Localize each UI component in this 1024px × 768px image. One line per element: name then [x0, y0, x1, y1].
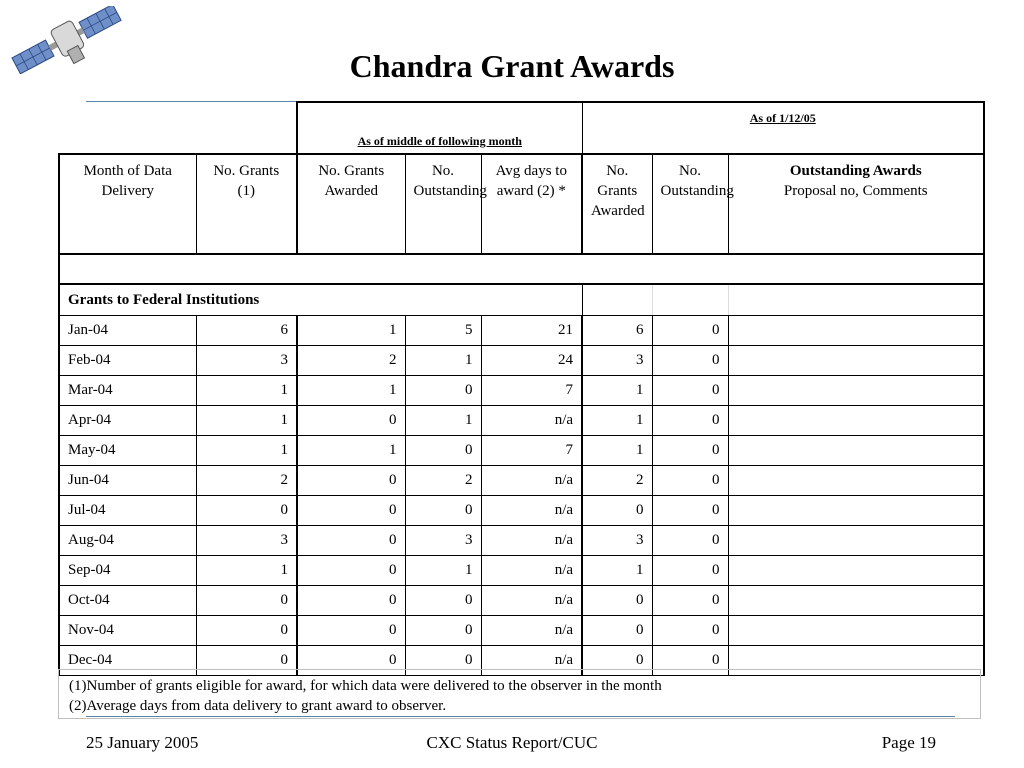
- cell-comments: [728, 586, 984, 616]
- cell-outstanding: 0: [405, 586, 481, 616]
- cell-month: Dec-04: [59, 646, 196, 676]
- cell-awarded: 1: [297, 436, 405, 466]
- cell-month: Jan-04: [59, 316, 196, 346]
- section-blank: [582, 284, 652, 316]
- cell-awarded: 2: [297, 346, 405, 376]
- footer-rule: [86, 716, 955, 717]
- cell-avg: n/a: [481, 586, 582, 616]
- footnote-2: (2)Average days from data delivery to grant award to observer.: [69, 698, 447, 714]
- cell-awarded2: 1: [582, 406, 652, 436]
- cell-grants: 0: [196, 616, 297, 646]
- cell-awarded: 0: [297, 556, 405, 586]
- cell-comments: [728, 466, 984, 496]
- cell-month: Jun-04: [59, 466, 196, 496]
- cell-outstanding: 0: [405, 496, 481, 526]
- table-row: [59, 496, 984, 526]
- footer-date: 25 January 2005: [86, 733, 199, 752]
- cell-month: Feb-04: [59, 346, 196, 376]
- cell-comments: [728, 436, 984, 466]
- col-outstanding2: No. Outstanding: [652, 154, 728, 254]
- footnotes: [58, 669, 981, 719]
- cell-outstanding2: 0: [652, 556, 728, 586]
- cell-comments: [728, 406, 984, 436]
- cell-awarded2: 3: [582, 526, 652, 556]
- cell-month: Mar-04: [59, 376, 196, 406]
- cell-grants: 3: [196, 346, 297, 376]
- cell-outstanding: 0: [405, 646, 481, 676]
- cell-outstanding2: 0: [652, 436, 728, 466]
- cell-awarded: 0: [297, 616, 405, 646]
- cell-month: May-04: [59, 436, 196, 466]
- cell-grants: 6: [196, 316, 297, 346]
- cell-avg: n/a: [481, 556, 582, 586]
- cell-comments: [728, 346, 984, 376]
- cell-awarded: 0: [297, 646, 405, 676]
- col-awarded2: No. Grants Awarded: [582, 154, 652, 254]
- section-blank: [728, 284, 984, 316]
- cell-outstanding2: 0: [652, 586, 728, 616]
- cell-awarded: 0: [297, 586, 405, 616]
- cell-outstanding: 0: [405, 376, 481, 406]
- cell-awarded2: 0: [582, 496, 652, 526]
- cell-awarded: 1: [297, 316, 405, 346]
- cell-grants: 2: [196, 466, 297, 496]
- cell-awarded2: 0: [582, 616, 652, 646]
- cell-comments: [728, 376, 984, 406]
- cell-outstanding: 1: [405, 406, 481, 436]
- cell-grants: 0: [196, 586, 297, 616]
- col-grants: No. Grants (1): [196, 154, 297, 254]
- cell-grants: 1: [196, 406, 297, 436]
- cell-awarded2: 1: [582, 556, 652, 586]
- table-row: [59, 556, 984, 586]
- table-row: [59, 406, 984, 436]
- footer-title: CXC Status Report/CUC: [426, 733, 598, 752]
- col-outstanding: No. Outstanding: [405, 154, 481, 254]
- group-header-middle: As of middle of following month: [297, 102, 582, 154]
- cell-avg: n/a: [481, 496, 582, 526]
- table-row: [59, 616, 984, 646]
- cell-outstanding: 1: [405, 556, 481, 586]
- cell-awarded2: 3: [582, 346, 652, 376]
- table-row: [59, 436, 984, 466]
- table-row: [59, 466, 984, 496]
- cell-outstanding: 2: [405, 466, 481, 496]
- cell-comments: [728, 496, 984, 526]
- cell-awarded2: 6: [582, 316, 652, 346]
- section-blank: [652, 284, 728, 316]
- cell-outstanding: 0: [405, 616, 481, 646]
- cell-grants: 3: [196, 526, 297, 556]
- cell-awarded: 0: [297, 496, 405, 526]
- cell-avg: n/a: [481, 526, 582, 556]
- cell-avg: 7: [481, 376, 582, 406]
- footnote-1: (1)Number of grants eligible for award, for which data were delivered to the observer in the month: [69, 678, 662, 694]
- cell-awarded2: 0: [582, 586, 652, 616]
- column-header-row: [59, 154, 984, 254]
- cell-outstanding: 5: [405, 316, 481, 346]
- cell-grants: 1: [196, 556, 297, 586]
- cell-month: Jul-04: [59, 496, 196, 526]
- cell-awarded2: 1: [582, 376, 652, 406]
- col-outstanding-awards: [728, 154, 984, 254]
- table-body: [59, 316, 984, 676]
- cell-outstanding: 1: [405, 346, 481, 376]
- footer-page-number: Page 19: [881, 733, 936, 752]
- cell-comments: [728, 316, 984, 346]
- page-title: Chandra Grant Awards: [349, 48, 675, 84]
- cell-outstanding2: 0: [652, 406, 728, 436]
- table-row: [59, 586, 984, 616]
- cell-outstanding2: 0: [652, 496, 728, 526]
- cell-awarded: 1: [297, 376, 405, 406]
- table-row: [59, 316, 984, 346]
- cell-outstanding: 3: [405, 526, 481, 556]
- section-label: Grants to Federal Institutions: [59, 284, 582, 316]
- cell-avg: 24: [481, 346, 582, 376]
- cell-awarded2: 1: [582, 436, 652, 466]
- col-awarded: No. Grants Awarded: [297, 154, 405, 254]
- section-row: [59, 284, 984, 316]
- cell-month: Oct-04: [59, 586, 196, 616]
- cell-grants: 1: [196, 436, 297, 466]
- cell-comments: [728, 556, 984, 586]
- cell-awarded2: 2: [582, 466, 652, 496]
- cell-month: Nov-04: [59, 616, 196, 646]
- cell-avg: n/a: [481, 406, 582, 436]
- cell-outstanding2: 0: [652, 466, 728, 496]
- cell-avg: n/a: [481, 466, 582, 496]
- group-header-blank: [59, 102, 297, 154]
- cell-outstanding2: 0: [652, 616, 728, 646]
- col-month: Month of Data Delivery: [59, 154, 196, 254]
- cell-outstanding: 0: [405, 436, 481, 466]
- group-header-current: As of 1/12/05: [582, 102, 984, 154]
- table-row: [59, 346, 984, 376]
- cell-grants: 1: [196, 376, 297, 406]
- cell-grants: 0: [196, 646, 297, 676]
- col-avg-days: Avg days to award (2) *: [481, 154, 582, 254]
- cell-avg: 7: [481, 436, 582, 466]
- cell-avg: 21: [481, 316, 582, 346]
- cell-awarded2: 0: [582, 646, 652, 676]
- group-header-row: [59, 102, 984, 154]
- cell-comments: [728, 616, 984, 646]
- spacer-cell: [59, 254, 984, 284]
- cell-awarded: 0: [297, 406, 405, 436]
- cell-outstanding2: 0: [652, 526, 728, 556]
- cell-outstanding2: 0: [652, 376, 728, 406]
- cell-awarded: 0: [297, 466, 405, 496]
- cell-outstanding2: 0: [652, 316, 728, 346]
- grant-awards-table: [58, 101, 983, 676]
- cell-outstanding2: 0: [652, 346, 728, 376]
- cell-comments: [728, 526, 984, 556]
- cell-avg: n/a: [481, 646, 582, 676]
- spacer-row: [59, 254, 984, 284]
- cell-awarded: 0: [297, 526, 405, 556]
- cell-month: Apr-04: [59, 406, 196, 436]
- cell-avg: n/a: [481, 616, 582, 646]
- table-row: [59, 526, 984, 556]
- cell-grants: 0: [196, 496, 297, 526]
- cell-month: Aug-04: [59, 526, 196, 556]
- cell-month: Sep-04: [59, 556, 196, 586]
- col-outstanding-awards-sub: Proposal no, Comments: [783, 183, 928, 199]
- cell-outstanding2: 0: [652, 646, 728, 676]
- table-row: [59, 376, 984, 406]
- col-outstanding-awards-title: Outstanding Awards: [789, 163, 922, 179]
